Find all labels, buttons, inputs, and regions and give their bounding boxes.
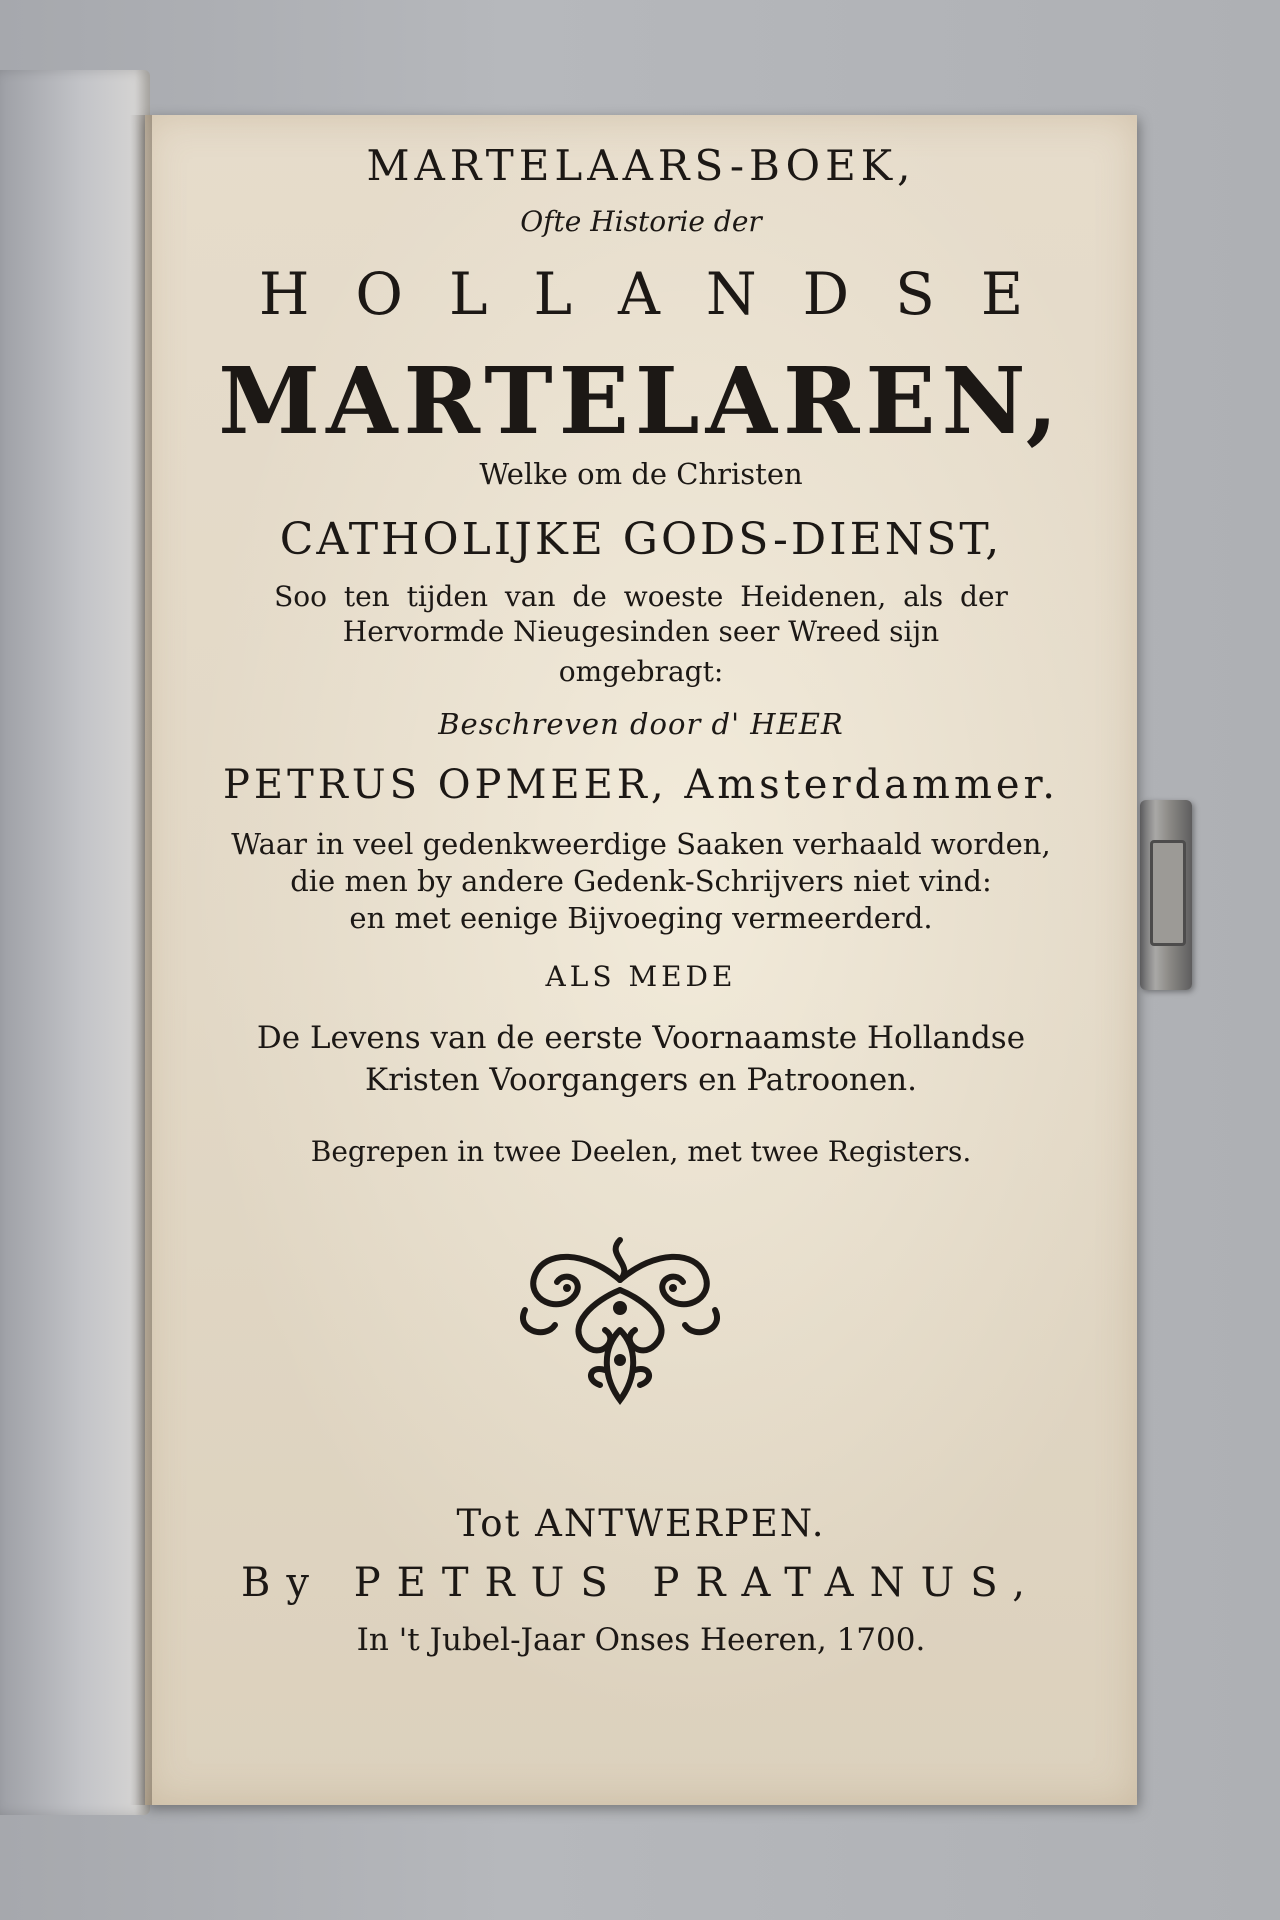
title-line-14: en met eenige Bijvoeging vermeerderd. — [349, 901, 933, 935]
title-line-9: omgebragt: — [558, 655, 724, 688]
title-line-20: By PETRUS PRATANUS, — [241, 1560, 1041, 1606]
spine-shadow — [130, 115, 152, 1805]
title-line-2: Ofte Historie der — [520, 205, 762, 238]
title-line-15: ALS MEDE — [545, 960, 737, 993]
title-line-17: Kristen Voorgangers en Patroonen. — [364, 1062, 918, 1098]
title-line-21: In 't Jubel-Jaar Onses Heeren, 1700. — [356, 1622, 926, 1658]
title-page — [145, 115, 1137, 1805]
title-line-7: Soo ten tijden van de woeste Heidenen, als der — [274, 580, 1008, 613]
title-line-13: die men by andere Gedenk-Schrijvers niet vind: — [290, 864, 992, 898]
title-line-19: Tot ANTWERPEN. — [456, 1502, 826, 1545]
printers-ornament-icon — [505, 1230, 735, 1410]
title-line-6: CATHOLIJKE GODS-DIENST, — [279, 514, 1003, 565]
title-line-10: Beschreven door d' HEER — [438, 707, 844, 741]
title-line-11: PETRUS OPMEER, Amsterdammer. — [223, 762, 1059, 808]
title-line-8: Hervormde Nieugesinden seer Wreed sijn — [342, 615, 940, 648]
title-line-1: MARTELAARS-BOEK, — [366, 141, 916, 190]
title-line-16: De Levens van de eerste Voornaamste Hollandse — [256, 1020, 1026, 1056]
title-line-4: MARTELAREN, — [218, 347, 1064, 455]
title-line-3: HOLLANDSE — [258, 260, 1070, 328]
book-clasp — [1140, 800, 1192, 990]
title-line-5: Welke om de Christen — [479, 457, 803, 491]
title-line-18: Begrepen in twee Deelen, met twee Registers. — [310, 1135, 972, 1168]
left-page — [0, 70, 150, 1815]
title-line-12: Waar in veel gedenkweerdige Saaken verhaald worden, — [231, 827, 1051, 861]
